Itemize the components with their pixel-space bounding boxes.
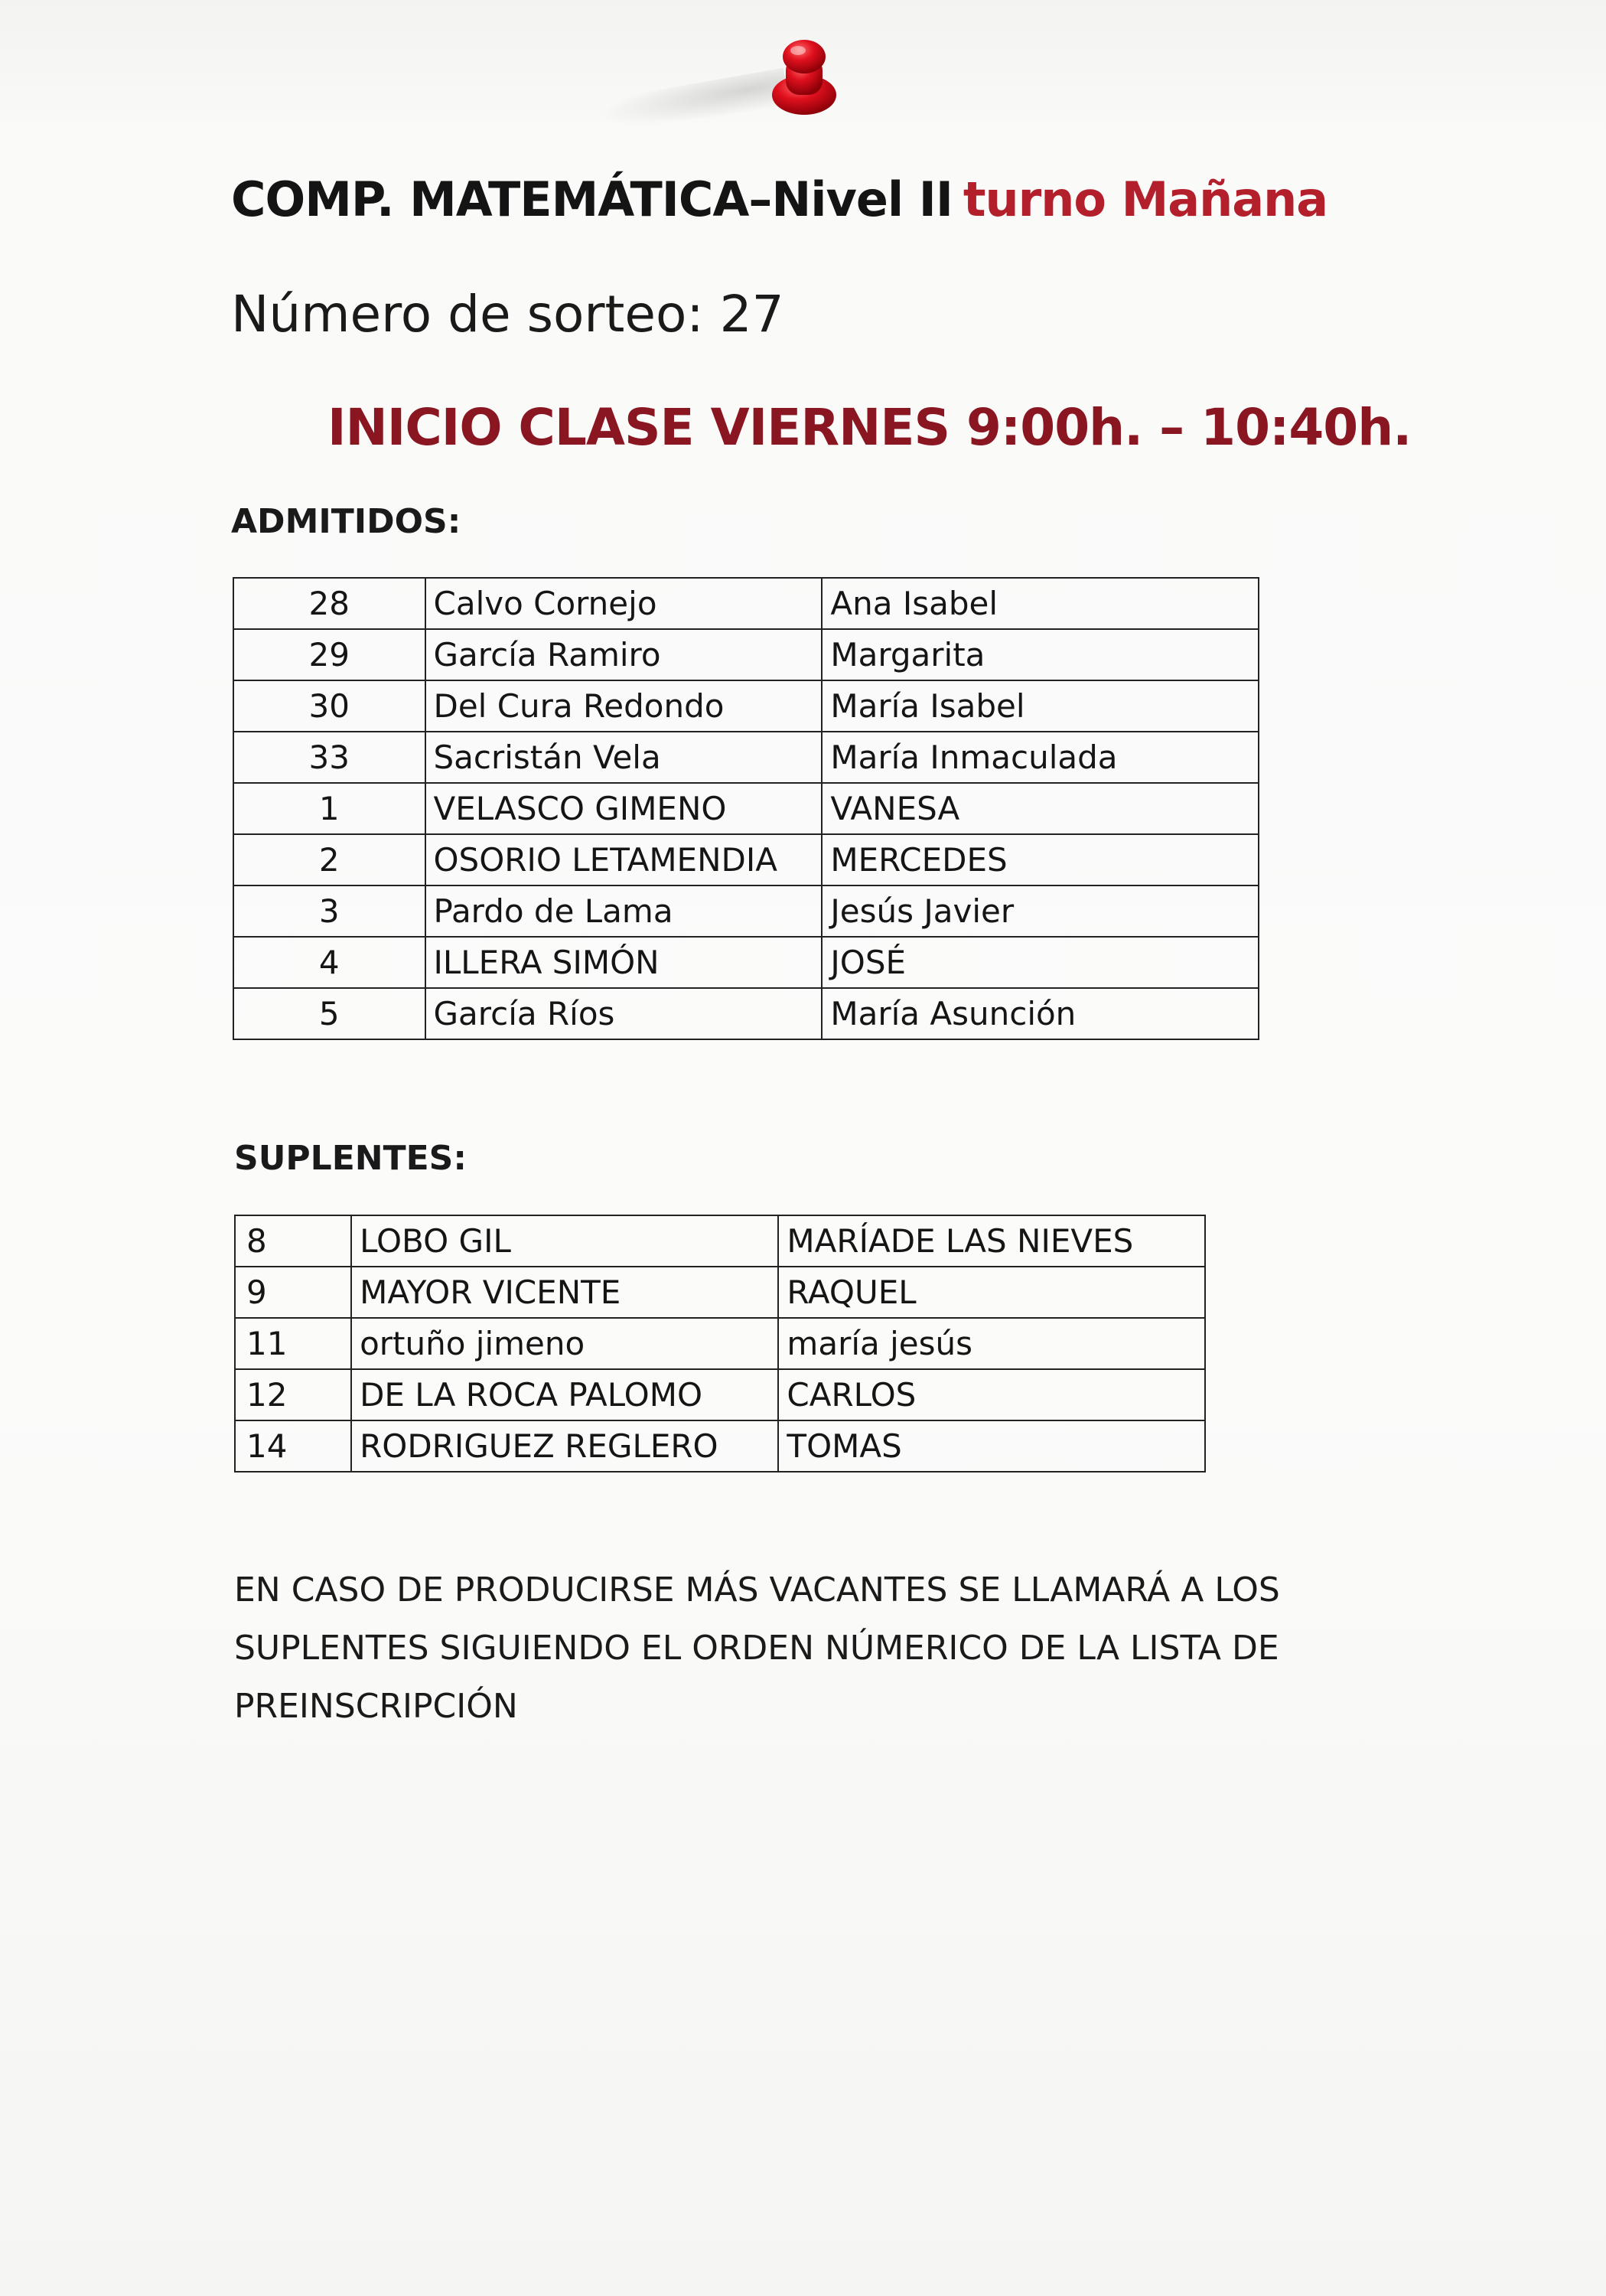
cell-nombre: María Asunción: [822, 988, 1259, 1039]
table-row: [233, 732, 1259, 783]
cell-num: 33: [233, 732, 425, 783]
table-row: [233, 988, 1259, 1039]
cell-nombre: Margarita: [822, 629, 1259, 680]
cell-num: 14: [235, 1420, 351, 1472]
draw-number: Número de sorteo: 27: [231, 285, 784, 344]
cell-apellidos: Calvo Cornejo: [425, 578, 823, 629]
table-row: [233, 783, 1259, 834]
cell-num: 29: [233, 629, 425, 680]
cell-apellidos: LOBO GIL: [351, 1215, 778, 1267]
table-row: [235, 1215, 1205, 1267]
suplentes-label: SUPLENTES:: [234, 1139, 467, 1178]
suplentes-table: [234, 1215, 1206, 1473]
table-row: [235, 1369, 1205, 1420]
cell-apellidos: MAYOR VICENTE: [351, 1267, 778, 1318]
cell-apellidos: DE LA ROCA PALOMO: [351, 1369, 778, 1420]
admitidos-table: [233, 577, 1259, 1040]
cell-nombre: maría jesús: [778, 1318, 1205, 1369]
cell-nombre: Jesús Javier: [822, 885, 1259, 937]
cell-num: 30: [233, 680, 425, 732]
cell-apellidos: García Ramiro: [425, 629, 823, 680]
cell-num: 1: [233, 783, 425, 834]
table-row: [235, 1267, 1205, 1318]
cell-nombre: RAQUEL: [778, 1267, 1205, 1318]
cell-nombre: MERCEDES: [822, 834, 1259, 885]
table-row: [235, 1420, 1205, 1472]
cell-num: 3: [233, 885, 425, 937]
cell-apellidos: Sacristán Vela: [425, 732, 823, 783]
cell-apellidos: Pardo de Lama: [425, 885, 823, 937]
cell-num: 8: [235, 1215, 351, 1267]
title-highlight: turno Mañana: [963, 171, 1328, 227]
cell-apellidos: García Ríos: [425, 988, 823, 1039]
cell-apellidos: Del Cura Redondo: [425, 680, 823, 732]
note-line: EN CASO DE PRODUCIRSE MÁS VACANTES SE LLAMARÁ A LOS: [234, 1570, 1280, 1609]
cell-num: 4: [233, 937, 425, 988]
title-main: COMP. MATEMÁTICA–Nivel II: [231, 171, 953, 227]
note-line: PREINSCRIPCIÓN: [234, 1687, 518, 1726]
cell-nombre: Ana Isabel: [822, 578, 1259, 629]
cell-nombre: MARÍADE LAS NIEVES: [778, 1215, 1205, 1267]
cell-apellidos: ILLERA SIMÓN: [425, 937, 823, 988]
vacancy-note: [234, 1561, 1382, 1736]
cell-nombre: JOSÉ: [822, 937, 1259, 988]
cell-apellidos: RODRIGUEZ REGLERO: [351, 1420, 778, 1472]
cell-nombre: María Inmaculada: [822, 732, 1259, 783]
cell-apellidos: VELASCO GIMENO: [425, 783, 823, 834]
pin-shadow: [595, 68, 790, 139]
table-row: [233, 834, 1259, 885]
cell-nombre: María Isabel: [822, 680, 1259, 732]
cell-nombre: CARLOS: [778, 1369, 1205, 1420]
cell-apellidos: OSORIO LETAMENDIA: [425, 834, 823, 885]
table-row: [233, 629, 1259, 680]
note-line: SUPLENTES SIGUIENDO EL ORDEN NÚMERICO DE LA LISTA DE: [234, 1629, 1279, 1668]
table-row: [233, 885, 1259, 937]
admitidos-label: ADMITIDOS:: [231, 502, 461, 541]
cell-nombre: TOMAS: [778, 1420, 1205, 1472]
cell-apellidos: ortuño jimeno: [351, 1318, 778, 1369]
class-start: INICIO CLASE VIERNES 9:00h. – 10:40h.: [327, 398, 1412, 457]
cell-num: 9: [235, 1267, 351, 1318]
table-row: [235, 1318, 1205, 1369]
cell-num: 28: [233, 578, 425, 629]
cell-nombre: VANESA: [822, 783, 1259, 834]
table-row: [233, 578, 1259, 629]
cell-num: 11: [235, 1318, 351, 1369]
page-title: [231, 171, 1327, 227]
push-pin-icon: [767, 34, 841, 118]
cell-num: 2: [233, 834, 425, 885]
cell-num: 12: [235, 1369, 351, 1420]
table-row: [233, 680, 1259, 732]
cell-num: 5: [233, 988, 425, 1039]
table-row: [233, 937, 1259, 988]
